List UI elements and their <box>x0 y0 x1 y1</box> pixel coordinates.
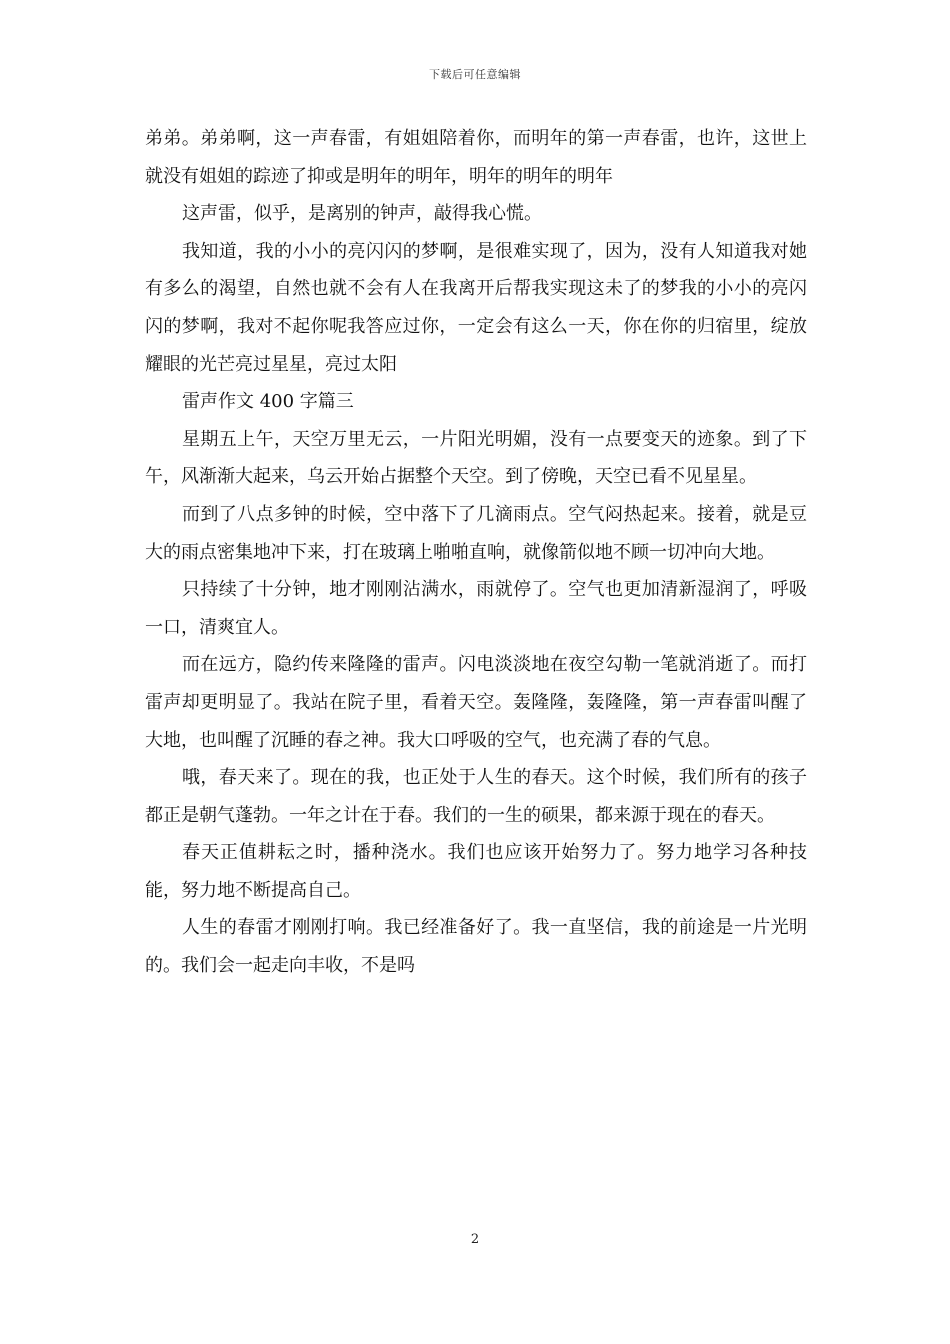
paragraph: 人生的春雷才刚刚打响。我已经准备好了。我一直坚信，我的前途是一片光明的。我们会一起走向丰收，不是吗 <box>145 917 807 977</box>
paragraph: 我知道，我的小小的亮闪闪的梦啊，是很难实现了，因为，没有人知道我对她有多么的渴望，自然也就不会有人在我离开后帮我实现这未了的梦我的小小的亮闪闪的梦啊，我对不起你呢我答应过你，一定会有这么一天，你在你的归宿里，绽放耀眼的光芒亮过星星，亮过太阳 <box>145 240 807 375</box>
page-header: 下载后可任意编辑 <box>429 68 521 81</box>
section-heading: 雷声作文 400 字篇三 <box>182 391 354 413</box>
paragraph: 哦，春天来了。现在的我，也正处于人生的春天。这个时候，我们所有的孩子都正是朝气蓬勃。一年之计在于春。我们的一生的硕果，都来源于现在的春天。 <box>145 767 807 826</box>
paragraph: 而在远方，隐约传来隆隆的雷声。闪电淡淡地在夜空勾勒一笔就消逝了。而打雷声却更明显了。我站在院子里，看着天空。轰隆隆，轰隆隆，第一声春雷叫醒了大地，也叫醒了沉睡的春之神。我大口呼吸的空气，也充满了春的气息。 <box>145 654 807 751</box>
paragraph: 星期五上午，天空万里无云，一片阳光明媚，没有一点要变天的迹象。到了下午，风渐渐大起来，乌云开始占据整个天空。到了傍晚，天空已看不见星星。 <box>145 428 807 488</box>
page-number: 2 <box>470 1232 480 1247</box>
paragraph: 而到了八点多钟的时候，空中落下了几滴雨点。空气闷热起来。接着，就是豆大的雨点密集地冲下来，打在玻璃上啪啪直响，就像箭似地不顾一切冲向大地。 <box>145 503 807 563</box>
document-body <box>145 120 807 985</box>
paragraph-continuation: 弟弟。弟弟啊，这一声春雷，有姐姐陪着你，而明年的第一声春雷，也许，这世上就没有姐姐的踪迹了抑或是明年的明年，明年的明年的明年 <box>145 128 807 187</box>
paragraph: 春天正值耕耘之时，播种浇水。我们也应该开始努力了。努力地学习各种技能，努力地不断提高自己。 <box>145 842 807 901</box>
paragraph: 只持续了十分钟，地才刚刚沾满水，雨就停了。空气也更加清新湿润了，呼吸一口，清爽宜人。 <box>145 579 807 638</box>
paragraph: 这声雷，似乎，是离别的钟声，敲得我心慌。 <box>182 203 542 225</box>
